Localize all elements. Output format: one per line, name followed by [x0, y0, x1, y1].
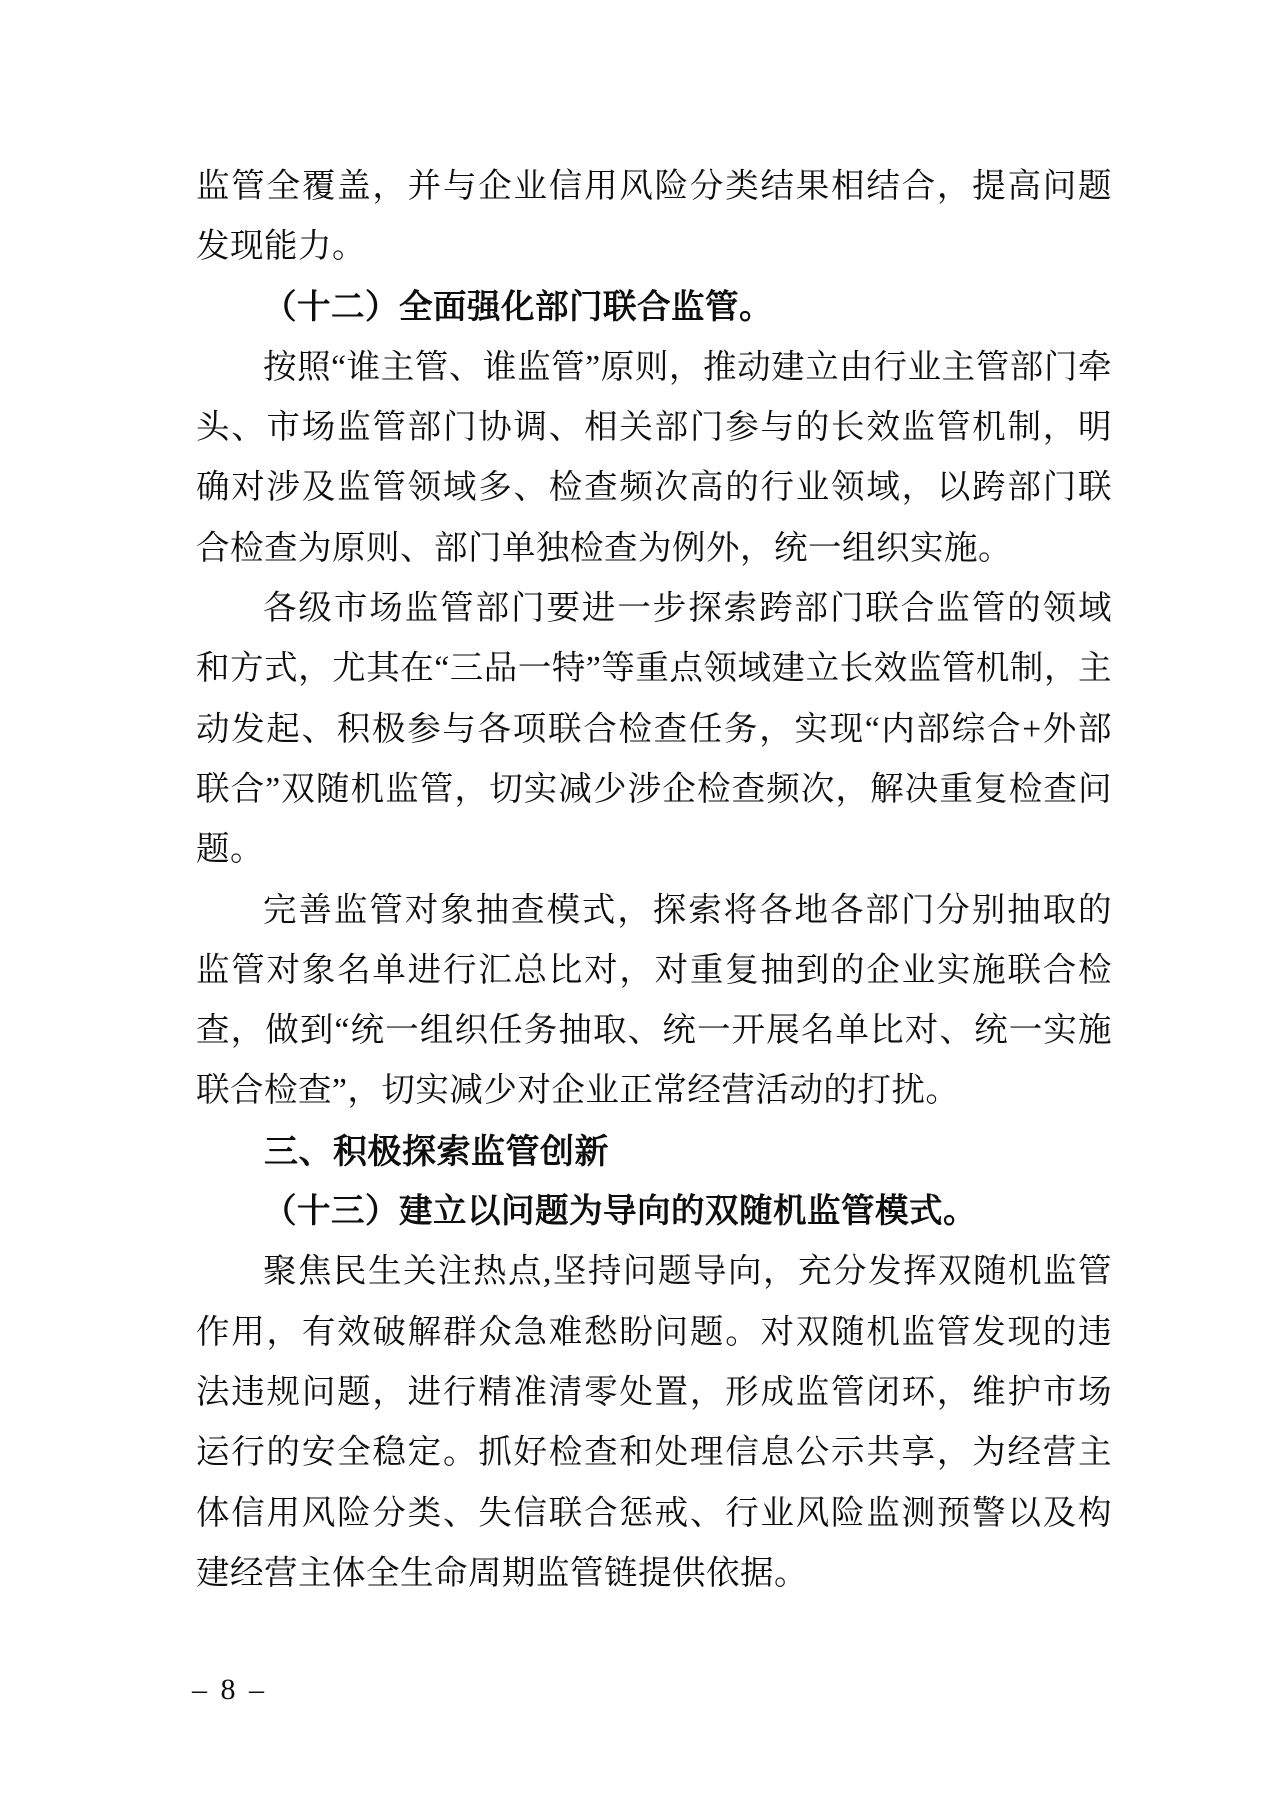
body-paragraph: 各级市场监管部门要进一步探索跨部门联合监管的领域和方式，尤其在“三品一特”等重点领域建立长效监管机制，主动发起、积极参与各项联合检查任务，实现“内部综合+外部联合”双随机监管，切实减少涉企检查频次，解决重复检查问题。: [196, 590, 1112, 869]
body-paragraph: 聚焦民生关注热点,坚持问题导向，充分发挥双随机监管作用，有效破解群众急难愁盼问题。对双随机监管发现的违法违规问题，进行精准清零处置，形成监管闭环，维护市场运行的安全稳定。抓好检查和处理信息公示共享，为经营主体信用风险分类、失信联合惩戒、行业风险监测预警以及构建经营主体全生命周期监管链提供依据。: [196, 1253, 1112, 1592]
page-number: – 8 –: [192, 1673, 267, 1706]
clause-heading-thirteen: （十三）建立以问题为导向的双随机监管模式。: [263, 1193, 977, 1231]
body-paragraph: 按照“谁主管、谁监管”原则，推动建立由行业主管部门牵头、市场监管部门协调、相关部门参与的长效监管机制，明确对涉及监管领域多、检查频次高的行业领域，以跨部门联合检查为原则、部门单独检查为例外，统一组织实施。: [196, 348, 1112, 567]
body-paragraph-continuation: 监管全覆盖，并与企业信用风险分类结果相结合，提高问题发现能力。: [196, 168, 1112, 266]
section-heading-three: 三、积极探索监管创新: [264, 1132, 609, 1171]
document-text-block: [196, 157, 1112, 1604]
body-paragraph: 完善监管对象抽查模式，探索将各地各部门分别抽取的监管对象名单进行汇总比对，对重复抽到的企业实施联合检查，做到“统一组织任务抽取、统一开展名单比对、统一实施联合检查”，切实减少对企业正常经营活动的打扰。: [196, 891, 1112, 1110]
clause-heading-twelve: （十二）全面强化部门联合监管。: [263, 288, 773, 326]
